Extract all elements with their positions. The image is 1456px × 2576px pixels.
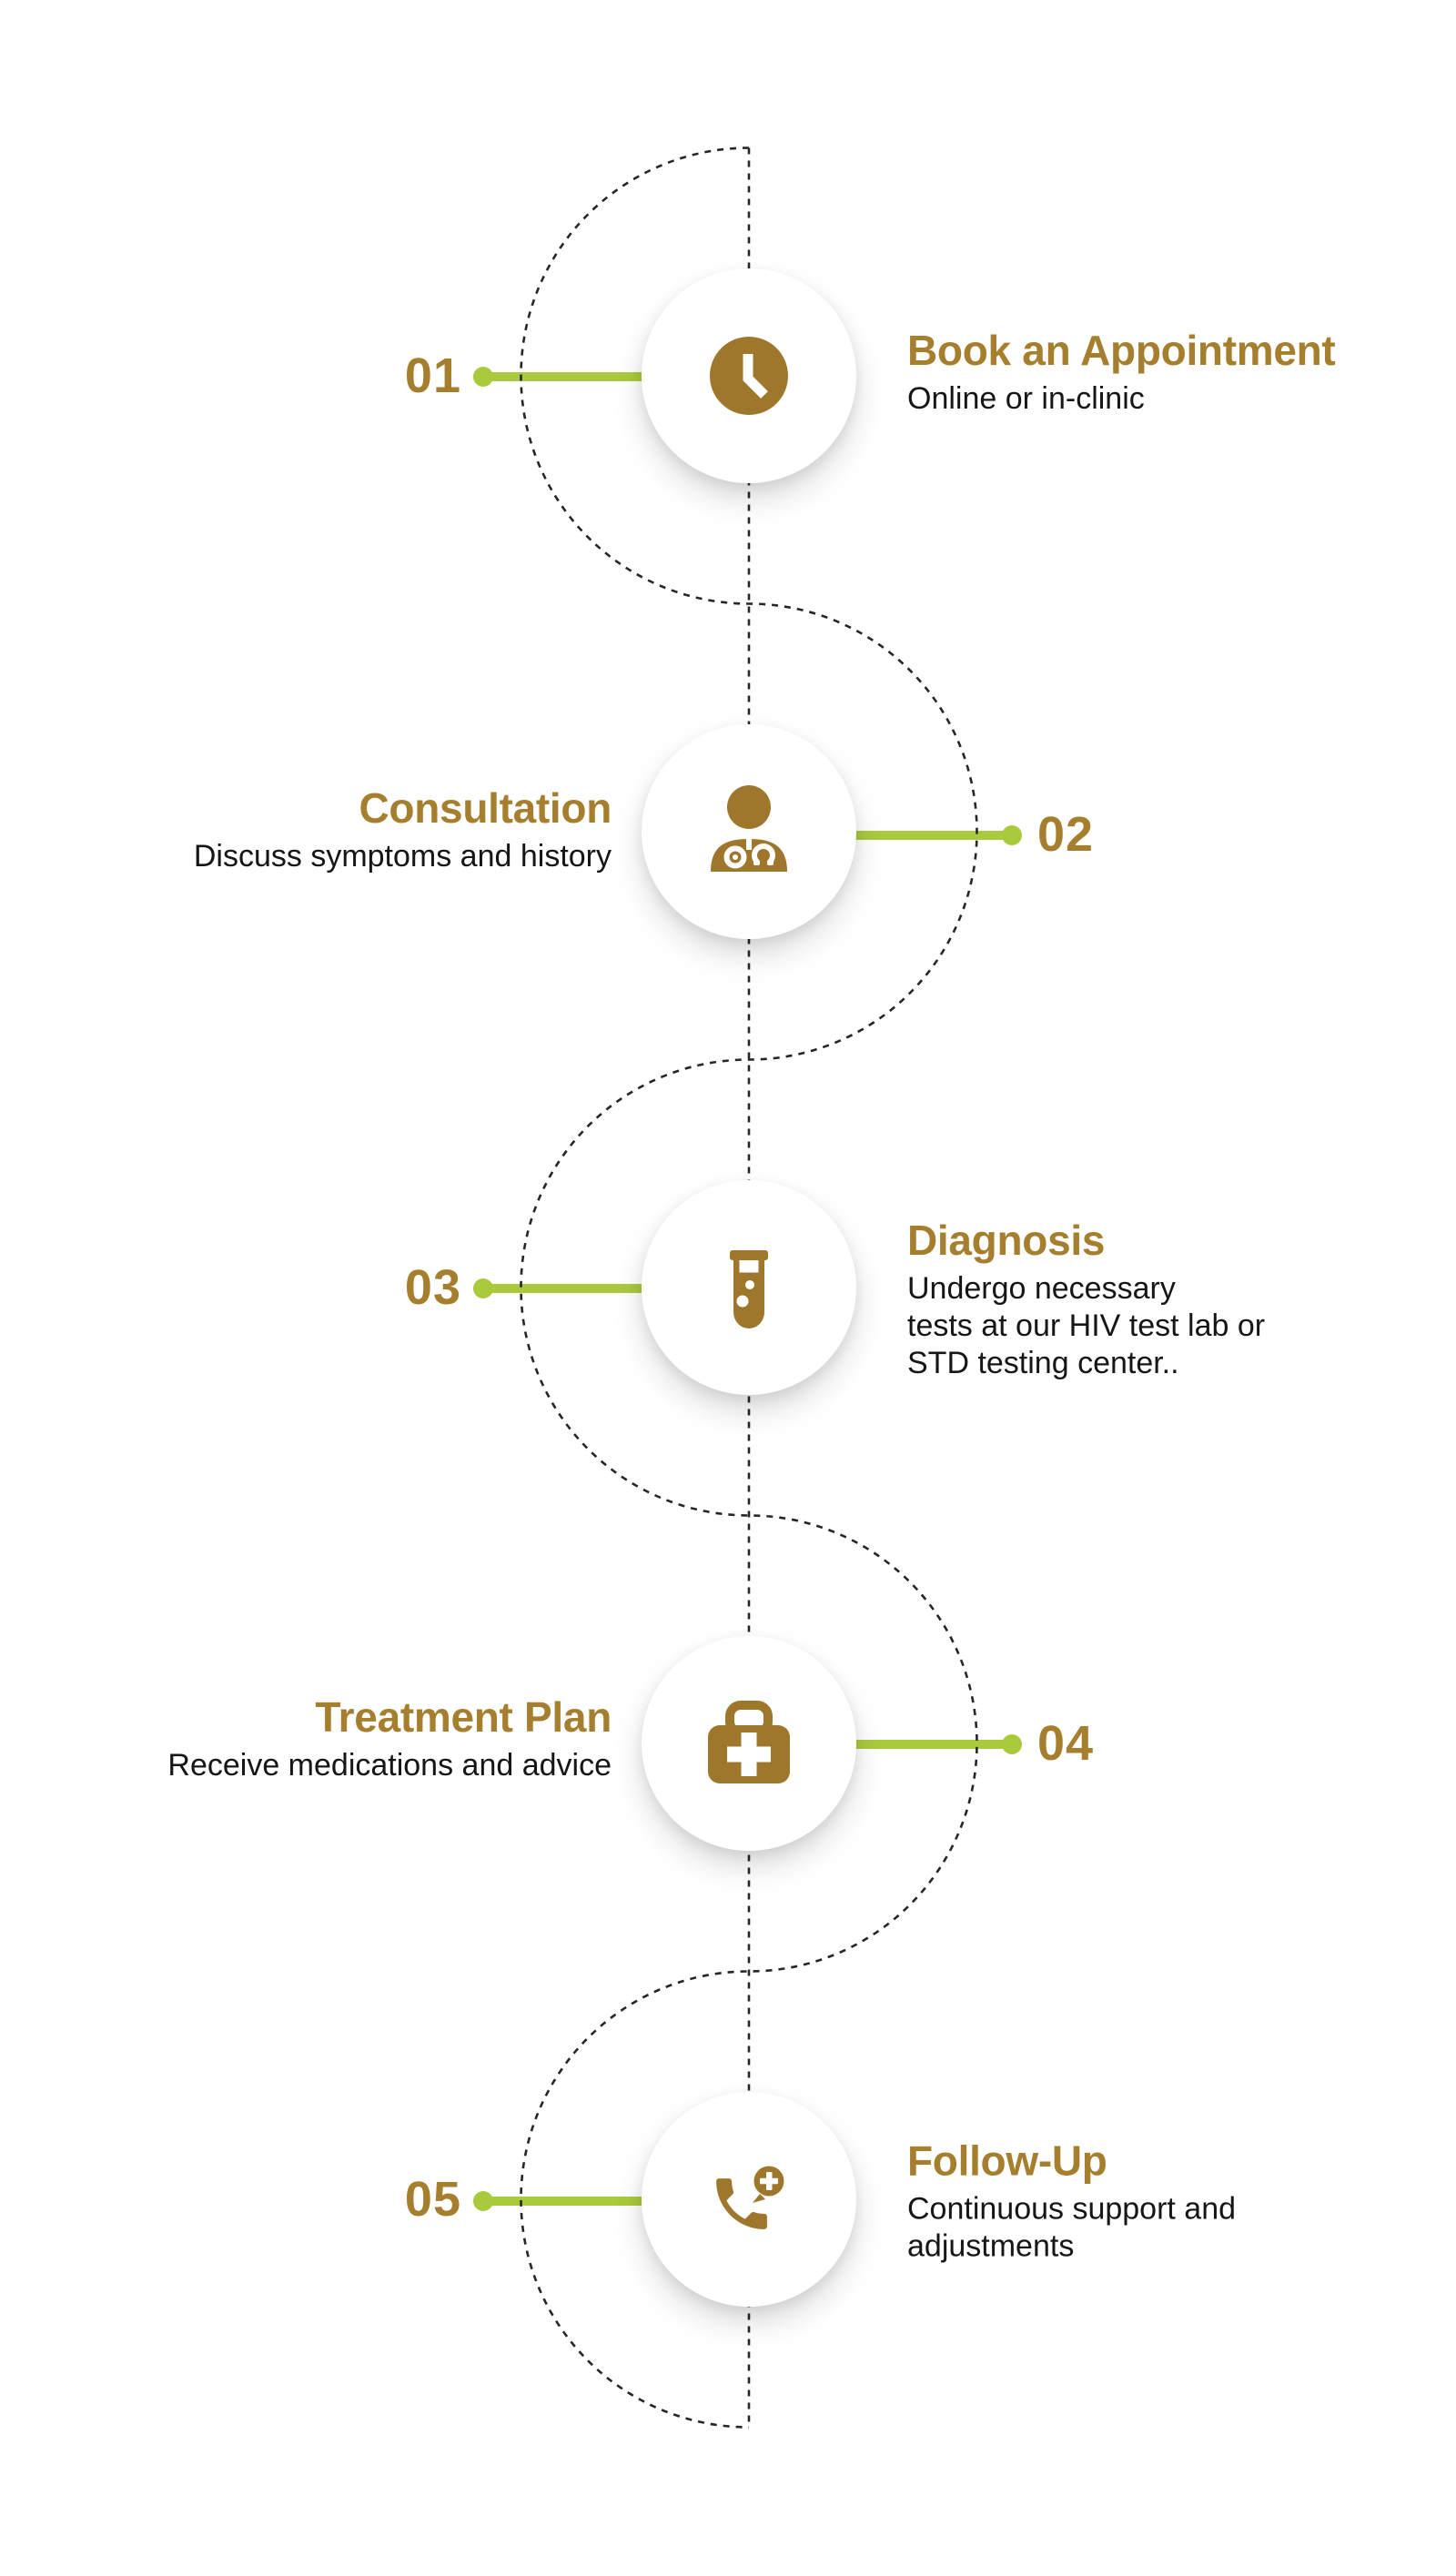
test-tube-icon (694, 1233, 804, 1342)
phone-plus-icon (694, 2145, 804, 2254)
doctor-icon (694, 777, 804, 886)
step-5-number: 05 (404, 2172, 461, 2227)
step-4-title: Treatment Plan (315, 1692, 612, 1741)
step-5-text (907, 2137, 1362, 2265)
step-5-title: Follow-Up (907, 2137, 1107, 2185)
step-4-number: 04 (1037, 1716, 1095, 1771)
step-1-text (907, 327, 1362, 418)
step-5-circle (642, 2092, 856, 2307)
step-4-circle (642, 1636, 856, 1851)
step-4-text (47, 1693, 612, 1784)
step-5-subtitle: Continuous support and adjustments (907, 2191, 1237, 2264)
step-1-circle (642, 268, 856, 483)
step-4-subtitle: Receive medications and advice (167, 1748, 612, 1783)
step-3-circle (642, 1180, 856, 1395)
step-2-circle (642, 724, 856, 939)
step-1-subtitle: Online or in-clinic (907, 381, 1145, 417)
step-1-number: 01 (404, 349, 461, 403)
step-2-text (47, 784, 612, 875)
step-1-title: Book an Appointment (907, 326, 1336, 374)
step-3-number: 03 (404, 1260, 461, 1315)
step-2-title: Consultation (359, 783, 612, 832)
medical-kit-icon (694, 1689, 804, 1798)
step-3-title: Diagnosis (907, 1216, 1106, 1264)
step-2-subtitle: Discuss symptoms and history (193, 839, 612, 874)
step-3-subtitle: Undergo necessary tests at our HIV test lab or STD testing center.. (907, 1271, 1266, 1381)
step-2-number: 02 (1037, 807, 1095, 862)
step-3-text (907, 1217, 1362, 1382)
clock-icon (694, 321, 804, 430)
